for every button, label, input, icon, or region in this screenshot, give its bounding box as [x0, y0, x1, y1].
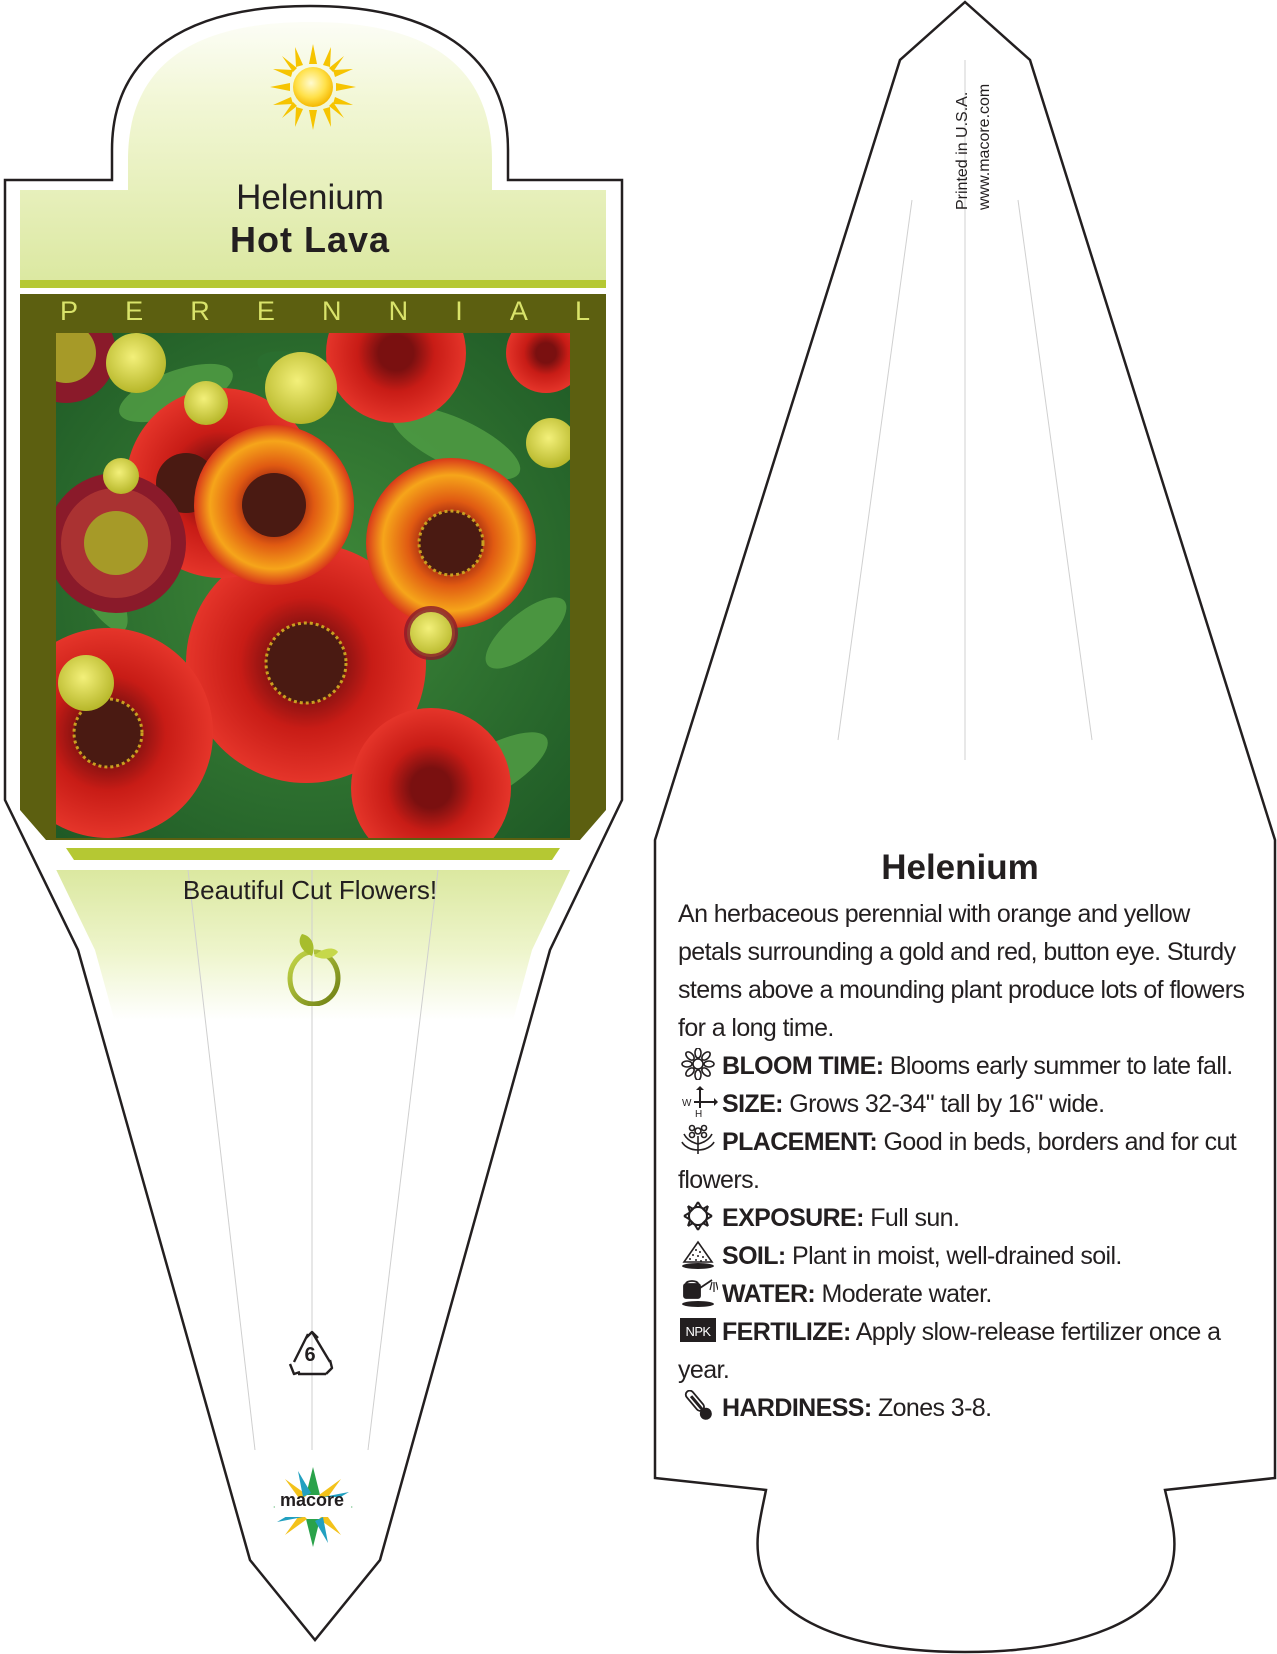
- plant-genus: Helenium: [236, 178, 384, 217]
- soil-value: Plant in moist, well-drained soil.: [792, 1242, 1122, 1270]
- water-value: Moderate water.: [821, 1280, 992, 1308]
- recycle-code: 6: [304, 1344, 316, 1366]
- category-letter: R: [190, 295, 210, 326]
- placement-value: Good in beds, borders and for cut flowers.: [678, 1128, 1237, 1194]
- exposure-value: Full sun.: [870, 1204, 960, 1232]
- placement-label: PLACEMENT:: [722, 1128, 878, 1156]
- size-icon: [678, 1086, 718, 1118]
- category-letter: I: [455, 295, 463, 326]
- category-letter: N: [388, 295, 409, 326]
- hardiness-label: HARDINESS:: [722, 1394, 872, 1422]
- exposure-label: EXPOSURE:: [722, 1204, 864, 1232]
- category-letter: E: [125, 295, 144, 326]
- fertilize-label: FERTILIZE:: [722, 1318, 851, 1346]
- watering-can-icon: [678, 1276, 718, 1308]
- size-value: Grows 32-34" tall by 16" wide.: [789, 1090, 1105, 1118]
- category-letter: N: [321, 295, 342, 326]
- printed-country: Printed in U.S.A.: [954, 91, 971, 210]
- printed-info: [952, 84, 996, 210]
- soil-icon: [678, 1238, 718, 1270]
- water-row: [678, 1275, 1258, 1313]
- size-row: [678, 1085, 1258, 1123]
- bloom-time-label: BLOOM TIME:: [722, 1052, 884, 1080]
- flower-icon: [678, 1048, 718, 1080]
- fertilize-row: [678, 1313, 1258, 1389]
- category-letter: P: [60, 295, 79, 326]
- placement-row: [678, 1123, 1258, 1199]
- hardiness-value: Zones 3-8.: [877, 1394, 992, 1422]
- printed-website: www.macore.com: [976, 83, 993, 210]
- size-icon-w: W: [682, 1098, 691, 1109]
- category-letter: L: [574, 295, 590, 326]
- size-icon-h: H: [695, 1109, 702, 1118]
- category-letter: A: [509, 295, 528, 326]
- bloom-time-row: [678, 1047, 1258, 1085]
- care-info: [678, 895, 1258, 1427]
- soil-row: [678, 1237, 1258, 1275]
- placement-icon: [678, 1124, 718, 1156]
- plant-cultivar: Hot Lava: [229, 219, 391, 260]
- sun-outline-icon: [678, 1200, 718, 1232]
- npk-text: NPK: [685, 1324, 711, 1339]
- size-label: SIZE:: [722, 1090, 783, 1118]
- bloom-time-value: Blooms early summer to late fall.: [889, 1052, 1233, 1080]
- category-letter: E: [256, 295, 275, 326]
- tagline: Beautiful Cut Flowers!: [182, 875, 438, 905]
- water-label: WATER:: [722, 1280, 816, 1308]
- back-title: Helenium: [881, 848, 1039, 887]
- fertilize-value: Apply slow-release fertilizer once a year.: [678, 1318, 1221, 1384]
- exposure-row: [678, 1199, 1258, 1237]
- hardiness-row: [678, 1389, 1258, 1427]
- brand-name: macore: [279, 1490, 345, 1510]
- thermometer-icon: [678, 1390, 718, 1422]
- soil-label: SOIL:: [722, 1242, 786, 1270]
- npk-icon: [678, 1314, 718, 1346]
- description: An herbaceous perennial with orange and yellow petals surrounding a gold and red, button eye. Sturdy stems above a mounding plant produce lots of flowers for a long time.: [678, 900, 1245, 1042]
